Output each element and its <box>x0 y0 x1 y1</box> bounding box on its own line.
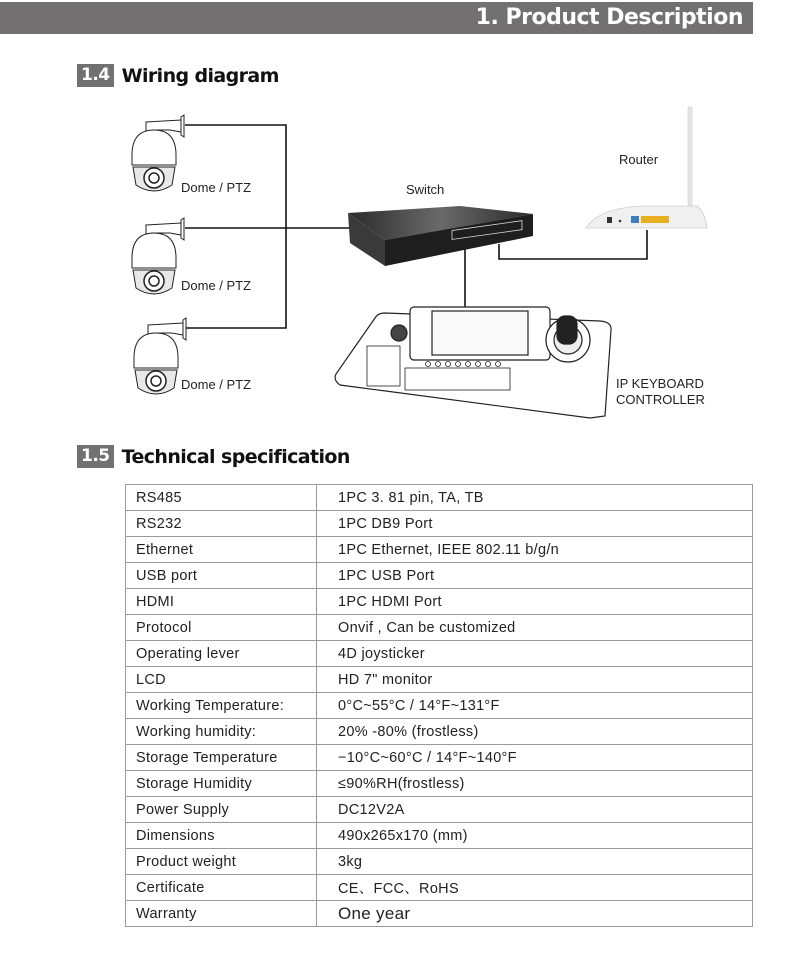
spec-value: 20% -80% (frostless) <box>317 719 753 745</box>
chapter-title: 1. Product Description <box>475 5 743 30</box>
table-row <box>126 875 753 901</box>
table-row <box>126 511 753 537</box>
table-row <box>126 589 753 615</box>
table-row <box>126 615 753 641</box>
spec-value: 3kg <box>317 849 753 875</box>
spec-key: LCD <box>126 667 317 693</box>
spec-key: Product weight <box>126 849 317 875</box>
ptz-camera-3-icon <box>134 318 186 394</box>
keyboard-label-line1: IP KEYBOARD <box>616 376 704 391</box>
spec-key: Working humidity: <box>126 719 317 745</box>
section-title: Technical specification <box>121 445 350 468</box>
table-row <box>126 745 753 771</box>
table-row <box>126 823 753 849</box>
spec-key: Ethernet <box>126 537 317 563</box>
table-row <box>126 667 753 693</box>
spec-value: Onvif , Can be customized <box>317 615 753 641</box>
chapter-header-bar <box>0 2 753 34</box>
wiring-diagram <box>0 95 800 435</box>
spec-value: 0°C~55°C / 14°F~131°F <box>317 693 753 719</box>
camera-1-label: Dome / PTZ <box>181 180 252 195</box>
router-label: Router <box>619 152 659 167</box>
section-number-badge: 1.4 <box>77 64 114 87</box>
spec-key: RS232 <box>126 511 317 537</box>
table-row <box>126 771 753 797</box>
router-icon <box>586 107 707 228</box>
section-number-badge: 1.5 <box>77 445 114 468</box>
spec-key: Power Supply <box>126 797 317 823</box>
spec-value: 1PC USB Port <box>317 563 753 589</box>
network-switch-icon <box>348 206 533 266</box>
table-row <box>126 901 753 927</box>
keyboard-label-line2: CONTROLLER <box>616 392 705 407</box>
spec-value: One year <box>317 901 753 927</box>
camera-2-label: Dome / PTZ <box>181 278 252 293</box>
spec-key: Storage Temperature <box>126 745 317 771</box>
spec-key: Warranty <box>126 901 317 927</box>
table-row <box>126 485 753 511</box>
table-row <box>126 537 753 563</box>
switch-label: Switch <box>406 182 445 197</box>
spec-value: CE、FCC、RoHS <box>317 875 753 901</box>
spec-value: DC12V2A <box>317 797 753 823</box>
spec-key: Operating lever <box>126 641 317 667</box>
table-row <box>126 797 753 823</box>
spec-key: Protocol <box>126 615 317 641</box>
camera-3-label: Dome / PTZ <box>181 377 252 392</box>
spec-key: HDMI <box>126 589 317 615</box>
spec-value: 1PC DB9 Port <box>317 511 753 537</box>
ip-keyboard-controller-icon <box>335 307 611 418</box>
spec-key: Storage Humidity <box>126 771 317 797</box>
section-heading-wiring <box>77 64 279 87</box>
spec-value: ≤90%RH(frostless) <box>317 771 753 797</box>
table-row <box>126 849 753 875</box>
spec-value: 1PC 3. 81 pin, TA, TB <box>317 485 753 511</box>
spec-key: Dimensions <box>126 823 317 849</box>
spec-key: USB port <box>126 563 317 589</box>
table-row <box>126 719 753 745</box>
spec-key: RS485 <box>126 485 317 511</box>
spec-value: −10°C~60°C / 14°F~140°F <box>317 745 753 771</box>
section-heading-spec <box>77 445 350 468</box>
spec-value: 1PC HDMI Port <box>317 589 753 615</box>
table-row <box>126 641 753 667</box>
spec-value: 4D joysticker <box>317 641 753 667</box>
spec-key: Certificate <box>126 875 317 901</box>
section-title: Wiring diagram <box>121 64 279 87</box>
table-row <box>126 563 753 589</box>
spec-table <box>125 484 753 927</box>
table-row <box>126 693 753 719</box>
ptz-camera-2-icon <box>132 218 184 294</box>
spec-value: 1PC Ethernet, IEEE 802.11 b/g/n <box>317 537 753 563</box>
spec-value: HD 7" monitor <box>317 667 753 693</box>
spec-value: 490x265x170 (mm) <box>317 823 753 849</box>
spec-key: Working Temperature: <box>126 693 317 719</box>
ptz-camera-1-icon <box>132 115 184 191</box>
